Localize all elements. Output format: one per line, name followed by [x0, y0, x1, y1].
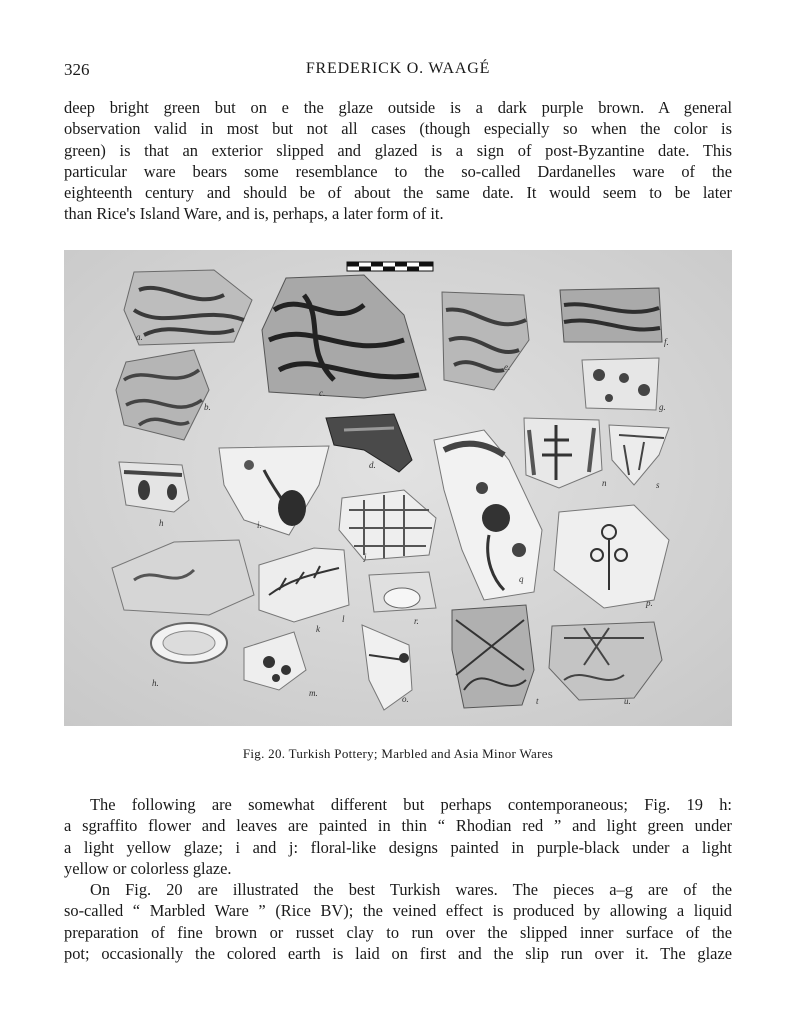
paragraph-third: [64, 879, 732, 964]
text-line: a light yellow glaze; i and j: floral-like designs painted in purple-black under a light: [64, 837, 732, 857]
sherd-f: [560, 288, 662, 342]
sherd-label: r.: [414, 616, 419, 626]
paragraph-second: [64, 794, 732, 879]
sherd-label: k: [316, 624, 320, 634]
text-line: eighteenth century and should be of about the same date. It would seem to be later: [64, 183, 732, 203]
text-line: preparation of fine brown or russet clay to run over the slipped inner surface of the: [64, 922, 732, 942]
sherd-h-upper: [119, 462, 189, 512]
sherd-label: s: [656, 480, 660, 490]
text-line: green) is that an exterior slipped and glazed is a sign of post-Byzantine date. This: [64, 140, 732, 160]
sherd-label: u.: [624, 696, 631, 706]
text-line: a sgraffito flower and leaves are painted in thin “ Rhodian red ” and light green under: [64, 816, 732, 836]
text-line: so-called “ Marbled Ware ” (Rice BV); the veined effect is produced by allowing a liquid: [64, 901, 732, 921]
sherd-label: g.: [659, 402, 666, 412]
text-line: pot; occasionally the colored earth is laid on first and the slip run over it. The glaze: [64, 943, 732, 963]
pottery-photograph: [64, 250, 732, 726]
page-header: [64, 60, 732, 84]
text-line: than Rice's Island Ware, and is, perhaps, a later form of it.: [64, 204, 444, 224]
sherd-label: a.: [136, 332, 143, 342]
sherd-label: q: [519, 574, 524, 584]
sherd-label: i.: [257, 520, 262, 530]
sherd-label: o.: [402, 694, 409, 704]
sherd-label: p.: [646, 598, 653, 608]
sherd-label: c.: [319, 388, 326, 398]
sherd-r: [369, 572, 436, 612]
sherd-label: m.: [309, 688, 318, 698]
sherd-label: h.: [152, 678, 159, 688]
sherd-label: e.: [504, 362, 511, 372]
page-number: 326: [64, 60, 90, 79]
text-line: observation valid in most but not all cases (though especially so when the color is: [64, 119, 732, 139]
scale-bar: [347, 262, 433, 271]
sherd-g: [582, 358, 659, 410]
sherd-t: [452, 605, 534, 708]
text-line: deep bright green but on e the glaze outside is a dark purple brown. A general: [64, 98, 732, 117]
sherd-label: f.: [664, 337, 669, 347]
sherd-label: n: [602, 478, 607, 488]
figure-caption: Fig. 20. Turkish Pottery; Marbled and Asia Minor Wares: [242, 746, 554, 761]
sherd-label: h: [159, 518, 164, 528]
text-line: The following are somewhat different but perhaps contemporaneous; Fig. 19 h:: [90, 795, 732, 814]
sherd-label: t: [536, 696, 539, 706]
sherd-label: j: [364, 552, 367, 562]
text-line: yellow or colorless glaze.: [64, 858, 232, 878]
sherd-label: l: [342, 614, 345, 624]
running-head: FREDERICK O. WAAGÉ: [305, 60, 491, 77]
paragraph-top: [64, 97, 732, 225]
sherd-label: d.: [369, 460, 376, 470]
sherd-label: b.: [204, 402, 211, 412]
text-line: On Fig. 20 are illustrated the best Turkish wares. The pieces a–g are of the: [90, 880, 732, 899]
text-line: particular ware bears some resemblance to the so-called Dardanelles ware of the: [64, 161, 732, 181]
